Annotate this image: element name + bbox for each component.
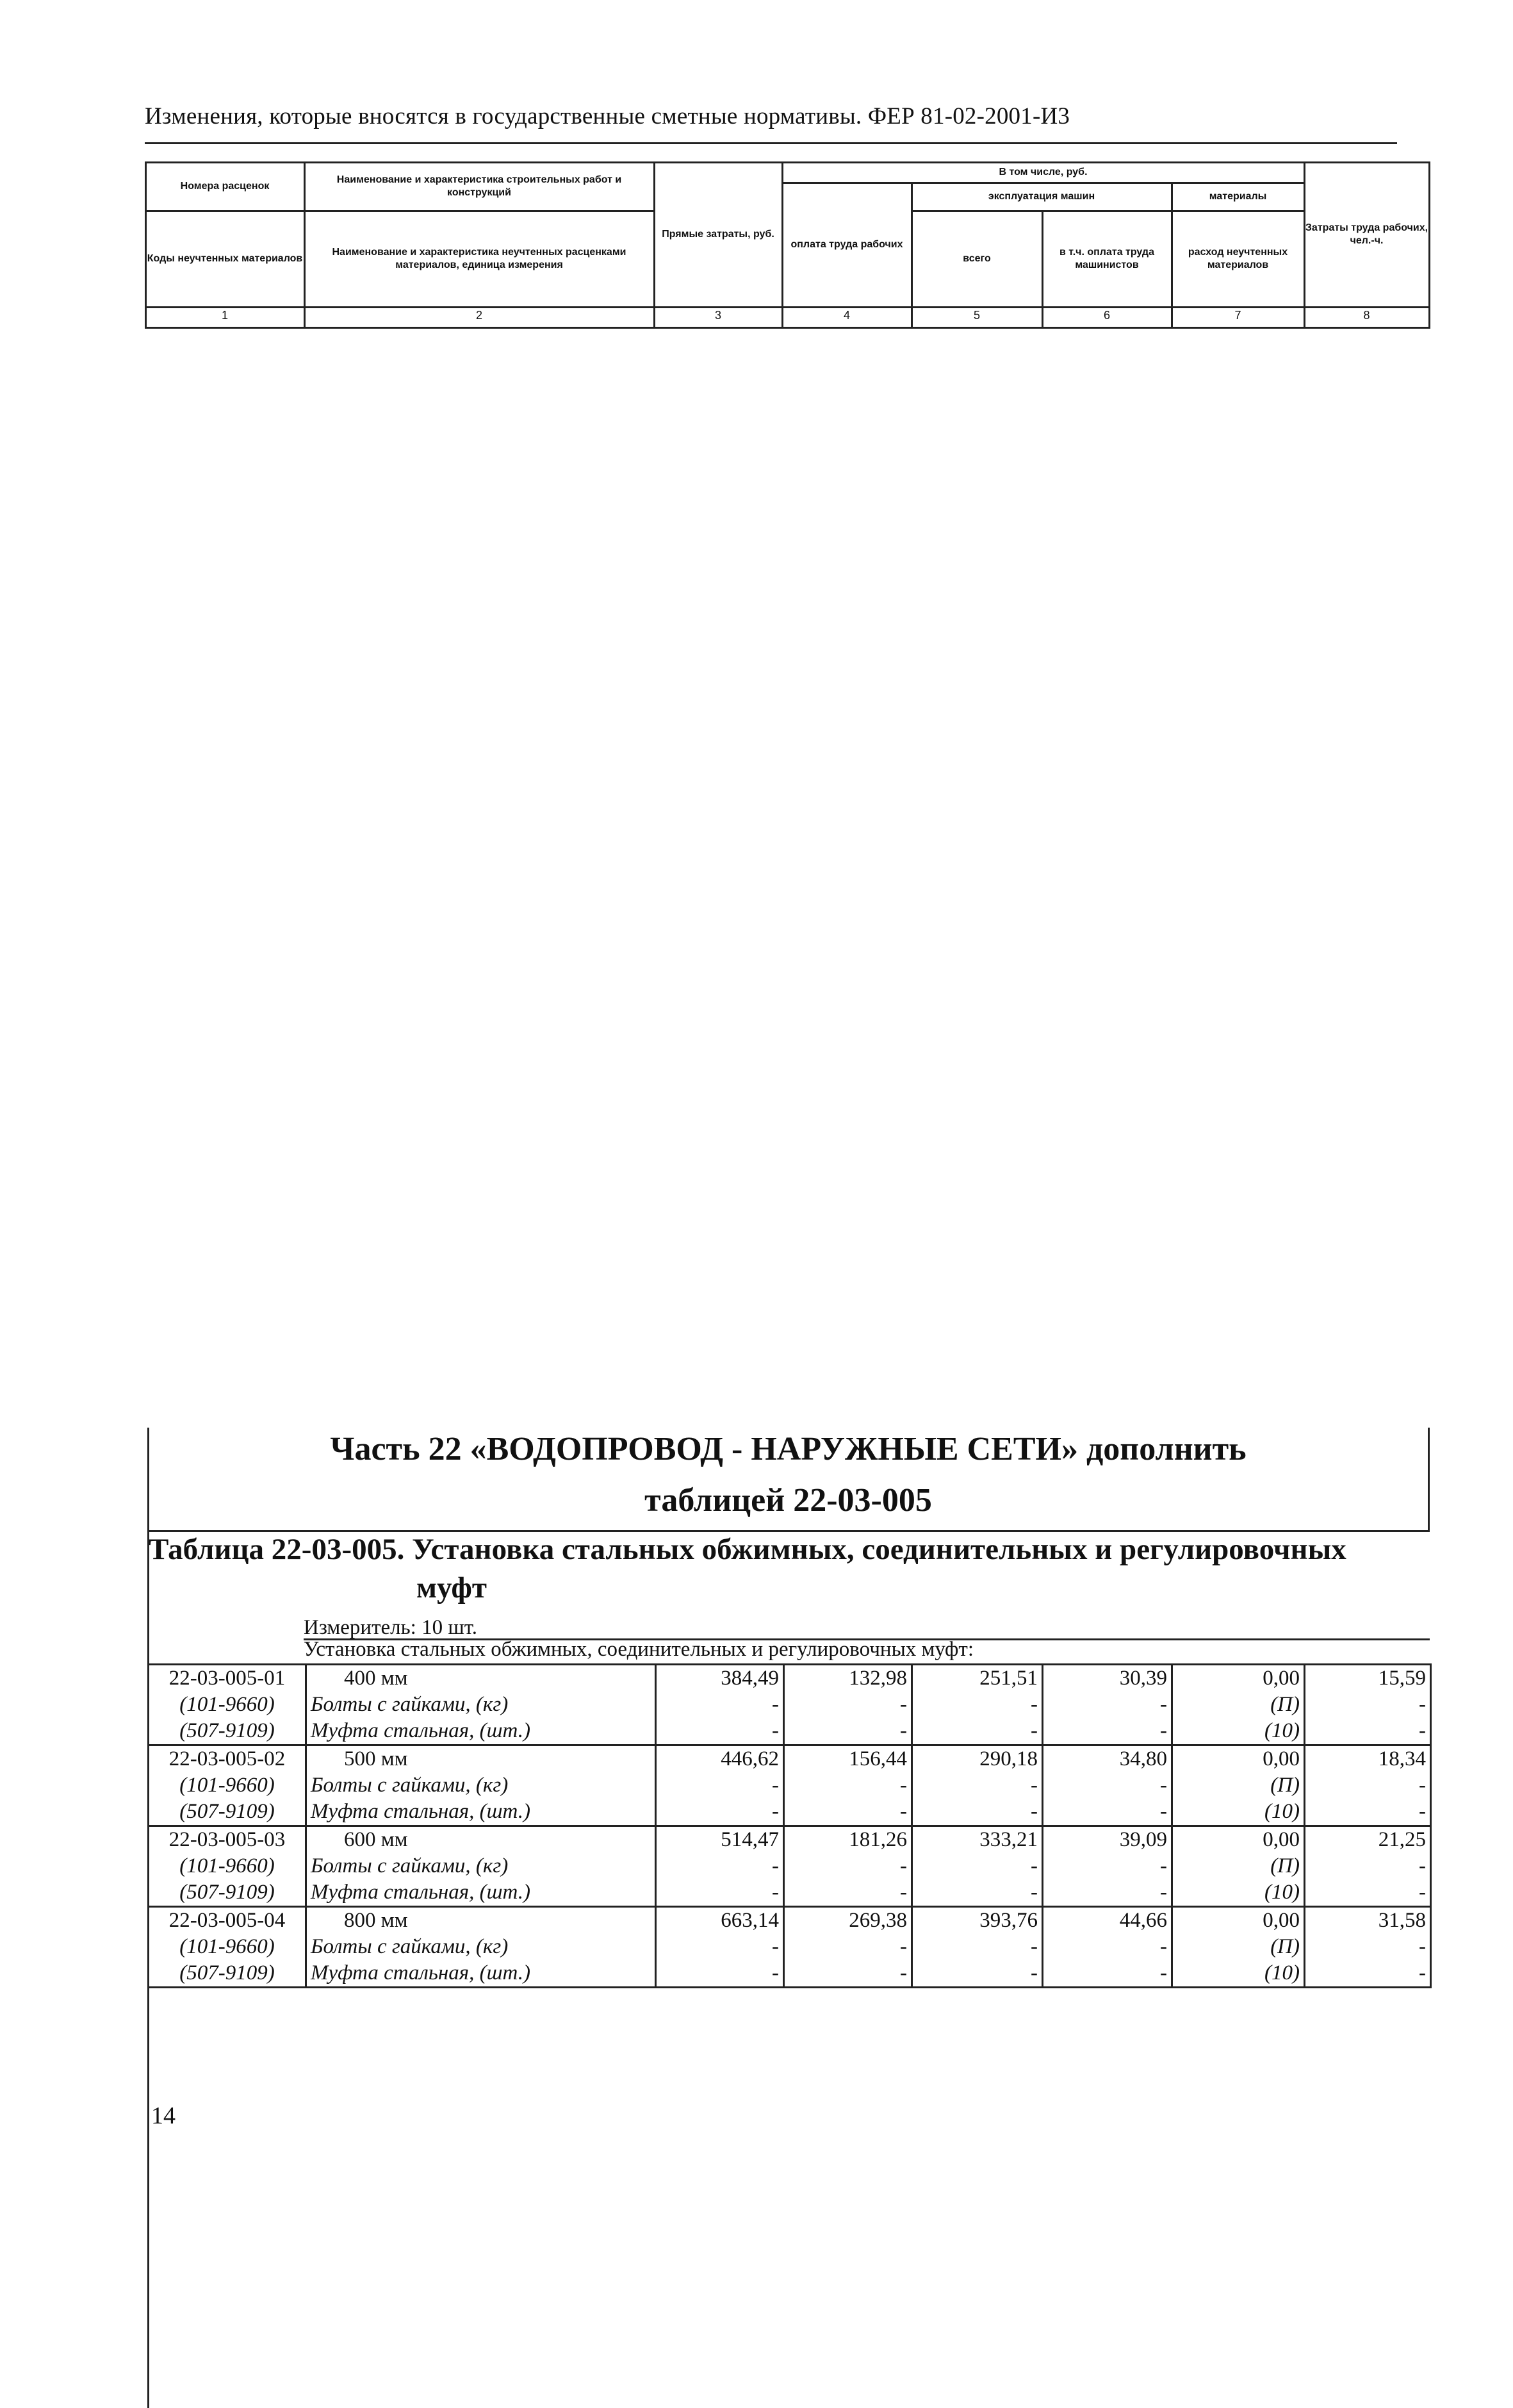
- material-value-c5: -: [912, 1853, 1043, 1879]
- rate-value-c3: 446,62: [656, 1745, 784, 1773]
- rate-value-c3: 663,14: [656, 1907, 784, 1934]
- material-value-c8: -: [1305, 1799, 1431, 1826]
- rate-name: 800 мм: [306, 1907, 656, 1934]
- rate-value-c8: 18,34: [1305, 1745, 1431, 1773]
- material-value-c6: -: [1043, 1879, 1172, 1907]
- material-value-c7: (10): [1172, 1879, 1305, 1907]
- material-row: [149, 1960, 1431, 1988]
- material-value-c3: -: [656, 1718, 784, 1745]
- col-number-6: 6: [1103, 309, 1110, 322]
- material-value-c7: (П): [1172, 1853, 1305, 1879]
- material-value-c7: (10): [1172, 1960, 1305, 1988]
- rate-value-c4: 269,38: [784, 1907, 912, 1934]
- material-value-c6: -: [1043, 1692, 1172, 1718]
- material-row: [149, 1772, 1431, 1799]
- material-value-c5: -: [912, 1960, 1043, 1988]
- material-value-c8: -: [1305, 1879, 1431, 1907]
- material-value-c5: -: [912, 1934, 1043, 1960]
- material-value-c8: -: [1305, 1718, 1431, 1745]
- material-name: Муфта стальная, (шт.): [306, 1960, 656, 1988]
- material-value-c6: -: [1043, 1772, 1172, 1799]
- rate-value-c4: 181,26: [784, 1826, 912, 1854]
- material-row: [149, 1879, 1431, 1907]
- material-row: [149, 1692, 1431, 1718]
- rate-value-c8: 15,59: [1305, 1665, 1431, 1692]
- rate-value-c3: 514,47: [656, 1826, 784, 1854]
- table-title-line1: Таблица 22-03-005. Установка стальных обжимных, соединительных и регулировочных: [149, 1533, 1346, 1566]
- table-row: [149, 1907, 1431, 1934]
- material-value-c4: -: [784, 1799, 912, 1826]
- material-value-c3: -: [656, 1799, 784, 1826]
- material-value-c5: -: [912, 1772, 1043, 1799]
- material-value-c3: -: [656, 1772, 784, 1799]
- material-value-c8: -: [1305, 1692, 1431, 1718]
- material-value-c8: -: [1305, 1772, 1431, 1799]
- rate-value-c6: 44,66: [1043, 1907, 1172, 1934]
- ch-group-materials: материалы: [1209, 191, 1267, 202]
- material-value-c5: -: [912, 1799, 1043, 1826]
- material-value-c6: -: [1043, 1853, 1172, 1879]
- material-row: [149, 1853, 1431, 1879]
- material-value-c5: -: [912, 1692, 1043, 1718]
- material-code: (507-9109): [149, 1960, 306, 1988]
- ch-group-machines: эксплуатация машин: [988, 191, 1095, 202]
- material-value-c3: -: [656, 1879, 784, 1907]
- rate-value-c5: 251,51: [912, 1665, 1043, 1692]
- material-value-c3: -: [656, 1692, 784, 1718]
- material-row: [149, 1934, 1431, 1960]
- rate-value-c3: 384,49: [656, 1665, 784, 1692]
- material-value-c4: -: [784, 1692, 912, 1718]
- rate-value-c7: 0,00: [1172, 1907, 1305, 1934]
- col-number-7: 7: [1234, 309, 1241, 322]
- material-value-c4: -: [784, 1853, 912, 1879]
- rate-code: 22-03-005-01: [149, 1665, 306, 1692]
- material-value-c7: (П): [1172, 1772, 1305, 1799]
- material-code: (507-9109): [149, 1879, 306, 1907]
- rate-value-c5: 393,76: [912, 1907, 1043, 1934]
- material-name: Болты с гайками, (кг): [306, 1853, 656, 1879]
- page-number: 14: [151, 2102, 176, 2129]
- ch-col8: Затраты труда рабочих, чел.-ч.: [1305, 222, 1428, 246]
- col-number-3: 3: [714, 309, 721, 322]
- col-number-4: 4: [843, 309, 850, 322]
- part-heading: [149, 1424, 1428, 1526]
- material-value-c4: -: [784, 1718, 912, 1745]
- rate-value-c5: 290,18: [912, 1745, 1043, 1773]
- material-code: (101-9660): [149, 1853, 306, 1879]
- material-value-c6: -: [1043, 1718, 1172, 1745]
- material-value-c4: -: [784, 1772, 912, 1799]
- group-caption: Установка стальных обжимных, соединительных и регулировочных муфт:: [304, 1638, 974, 1661]
- material-value-c6: -: [1043, 1960, 1172, 1988]
- col-number-1: 1: [221, 309, 228, 322]
- rate-value-c4: 156,44: [784, 1745, 912, 1773]
- material-value-c8: -: [1305, 1960, 1431, 1988]
- rate-value-c7: 0,00: [1172, 1826, 1305, 1854]
- part-heading-line2: таблицей 22-03-005: [644, 1482, 932, 1519]
- material-name: Болты с гайками, (кг): [306, 1692, 656, 1718]
- material-value-c7: (П): [1172, 1934, 1305, 1960]
- material-value-c4: -: [784, 1879, 912, 1907]
- col-number-2: 2: [475, 309, 482, 322]
- rate-value-c5: 333,21: [912, 1826, 1043, 1854]
- material-value-c5: -: [912, 1879, 1043, 1907]
- table-title: [149, 1530, 1423, 1607]
- material-row: [149, 1718, 1431, 1745]
- material-name: Болты с гайками, (кг): [306, 1772, 656, 1799]
- ch-col2-bottom: Наименование и характеристика неучтенных расценками материалов, единица измерения: [332, 247, 626, 270]
- material-value-c3: -: [656, 1960, 784, 1988]
- material-code: (101-9660): [149, 1692, 306, 1718]
- measurer: Измеритель: 10 шт.: [304, 1616, 477, 1639]
- material-name: Муфта стальная, (шт.): [306, 1879, 656, 1907]
- running-header: Изменения, которые вносятся в государственные сметные нормативы. ФЕР 81-02-2001-И3: [145, 103, 1070, 129]
- ch-vline-8: [1428, 161, 1430, 329]
- rate-name: 500 мм: [306, 1745, 656, 1773]
- material-value-c7: (10): [1172, 1799, 1305, 1826]
- material-name: Муфта стальная, (шт.): [306, 1718, 656, 1745]
- table-row: [149, 1745, 1431, 1773]
- rate-value-c6: 34,80: [1043, 1745, 1172, 1773]
- ch-line-bottom: [145, 306, 1428, 308]
- ch-line-numbers: [145, 327, 1428, 329]
- table-row: [149, 1665, 1431, 1692]
- material-value-c7: (П): [1172, 1692, 1305, 1718]
- col-number-5: 5: [973, 309, 980, 322]
- ch-col3: Прямые затраты, руб.: [662, 229, 774, 240]
- rate-code: 22-03-005-02: [149, 1745, 306, 1773]
- section-frame-right: [1428, 1428, 1430, 1531]
- material-value-c5: -: [912, 1718, 1043, 1745]
- rate-value-c6: 30,39: [1043, 1665, 1172, 1692]
- rate-value-c6: 39,09: [1043, 1826, 1172, 1854]
- rate-code: 22-03-005-04: [149, 1907, 306, 1934]
- material-value-c4: -: [784, 1934, 912, 1960]
- material-row: [149, 1799, 1431, 1826]
- material-value-c3: -: [656, 1853, 784, 1879]
- rate-value-c8: 21,25: [1305, 1826, 1431, 1854]
- ch-col5: всего: [963, 253, 991, 264]
- material-code: (101-9660): [149, 1772, 306, 1799]
- rate-name: 400 мм: [306, 1665, 656, 1692]
- material-name: Муфта стальная, (шт.): [306, 1799, 656, 1826]
- rate-value-c7: 0,00: [1172, 1665, 1305, 1692]
- header-rule: [145, 142, 1397, 144]
- rate-value-c8: 31,58: [1305, 1907, 1431, 1934]
- rate-value-c4: 132,98: [784, 1665, 912, 1692]
- part-heading-line1: Часть 22 «ВОДОПРОВОД - НАРУЖНЫЕ СЕТИ» дополнить: [330, 1431, 1247, 1467]
- rates-table: [147, 1663, 1432, 1988]
- material-value-c4: -: [784, 1960, 912, 1988]
- ch-col6: в т.ч. оплата труда машинистов: [1059, 247, 1154, 270]
- material-value-c6: -: [1043, 1799, 1172, 1826]
- material-value-c8: -: [1305, 1853, 1431, 1879]
- ch-col1-bottom: Коды неучтенных материалов: [147, 253, 303, 264]
- material-value-c7: (10): [1172, 1718, 1305, 1745]
- col-number-8: 8: [1363, 309, 1370, 322]
- ch-col4: оплата труда рабочих: [790, 239, 903, 250]
- material-name: Болты с гайками, (кг): [306, 1934, 656, 1960]
- table-title-line2: муфт: [416, 1571, 487, 1604]
- material-value-c6: -: [1043, 1934, 1172, 1960]
- rate-name: 600 мм: [306, 1826, 656, 1854]
- rate-code: 22-03-005-03: [149, 1826, 306, 1854]
- material-value-c3: -: [656, 1934, 784, 1960]
- material-code: (101-9660): [149, 1934, 306, 1960]
- rate-value-c7: 0,00: [1172, 1745, 1305, 1773]
- material-code: (507-9109): [149, 1799, 306, 1826]
- table-row: [149, 1826, 1431, 1854]
- ch-group-including: В том числе, руб.: [999, 167, 1088, 177]
- ch-col7: расход неучтенных материалов: [1188, 247, 1288, 270]
- ch-col1-top: Номера расценок: [180, 181, 270, 192]
- ch-col2-top: Наименование и характеристика строительных работ и конструкций: [336, 174, 622, 198]
- material-value-c8: -: [1305, 1934, 1431, 1960]
- material-code: (507-9109): [149, 1718, 306, 1745]
